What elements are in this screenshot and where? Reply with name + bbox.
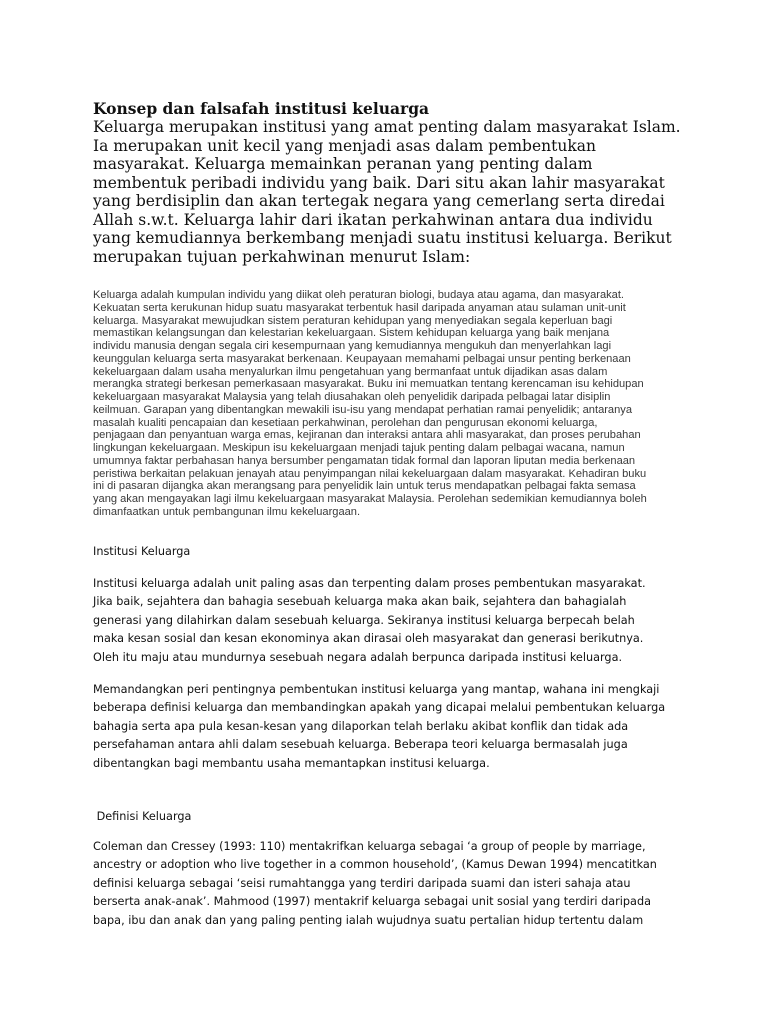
abstract-line: ini di pasaran dijangka akan merangsang para penyelidik lain untuk terus mendapatkan pelbagai fakta semasa: [93, 480, 636, 493]
abstract-line: keilmuan. Garapan yang dibentangkan mewakili isu-isu yang mendapat perhatian ramai penyelidik; antaranya: [93, 403, 632, 416]
paragraph-line: definisi keluarga sebagai ‘seisi rumahtangga yang terdiri daripada suami dan isteri sahaja atau: [93, 876, 631, 890]
abstract-line: umumnya faktar perbahasan hanya bersumber pengamatan tidak formal dan laporan liputan media berkenaan: [93, 454, 636, 467]
paragraph-line: maka kesan sosial dan kesan ekonominya akan dirasai oleh masyarakat dan generasi berikutnya.: [93, 632, 644, 646]
intro-line: Ia merupakan unit kecil yang menjadi asas dalam pembentukan: [93, 136, 596, 155]
abstract-line: keunggulan keluarga serta masyarakat berkenaan. Keupayaan memahami pelbagai unsur penting berkenaan: [93, 352, 631, 365]
section-heading-institusi: [93, 540, 683, 561]
section-heading: Institusi Keluarga: [93, 545, 191, 558]
intro-line: merupakan tujuan perkahwinan menurut Islam:: [93, 247, 471, 266]
section-heading: Definisi Keluarga: [93, 810, 192, 823]
abstract-line: memastikan kelangsungan dan kelestarian kekeluargaan. Sistem kehidupan keluarga yang baik menjana: [93, 327, 610, 340]
intro-line: yang berdisiplin dan akan tertegak negara yang cemerlang serta diredai: [93, 192, 665, 210]
document-title: Konsep dan falsafah institusi keluarga: [93, 99, 430, 118]
paragraph-line: berserta anak-anak’. Mahmood (1997) mentakrif keluarga sebagai unit sosial yang terdiri daripada: [93, 895, 651, 909]
intro-line: masyarakat. Keluarga memainkan peranan yang penting dalam: [93, 155, 593, 173]
abstract-line: peristiwa berkaitan pelakuan jenayah atau penyimpangan nilai kekeluargaan dalam masyarakat. Kehadiran buku: [93, 467, 647, 480]
abstract-line: yang akan mengayakan lagi ilmu kekeluargaan masyarakat Malaysia. Perolehan sedemikian kemudiannya boleh: [93, 493, 647, 505]
abstract-line: kekeluargaan dalam usaha menyalurkan ilmu pengetahuan yang bermanfaat untuk dijadikan asas dalam: [93, 365, 608, 378]
paragraph-line: persefahaman antara ahli dalam sesebuah keluarga. Beberapa teori keluarga bermasalah juga: [93, 738, 628, 752]
abstract-line: individu manusia dengan segala ciri kesempurnaan yang kemudiannya mengukuh dan menyerlahkan lagi: [93, 340, 612, 352]
abstract-line: Keluarga adalah kumpulan individu yang diikat oleh peraturan biologi, budaya atau agama, dan masyarakat.: [93, 289, 625, 301]
intro-line: membentuk peribadi individu yang baik. Dari situ akan lahir masyarakat: [93, 173, 665, 192]
intro-line: Allah s.w.t. Keluarga lahir dari ikatan perkahwinan antara dua individu: [93, 210, 653, 229]
abstract-line: penjagaan dan penyantuan warga emas, kejiranan dan interaksi antara ahli masyarakat, dan proses perubahan: [93, 429, 641, 442]
abstract-line: merangka strategi berkesan pemerkasaan masyarakat. Buku ini memuatkan tentang kerencaman isu kehidupan: [93, 378, 644, 391]
paragraph-line: bahagia serta apa pula kesan-kesan yang dilaporkan telah berlaku akibat konflik dan tidak ada: [93, 719, 629, 733]
intro-paragraph: [93, 118, 693, 266]
abstract-line: lingkungan kekeluargaan. Meskipun isu kekeluargaan menjadi tajuk penting dalam pelbagai wacana, namun: [93, 442, 625, 454]
abstract-line: dimanfaatkan untuk pembangunan ilmu kekeluargaan.: [93, 505, 361, 518]
abstract-line: kekeluargaan masyarakat Malaysia yang telah diusahakan oleh penyelidik daripada pelbagai latar disiplin: [93, 391, 611, 403]
abstract-paragraph: [93, 289, 683, 519]
paragraph-line: Coleman dan Cressey (1993: 110) mentakrifkan keluarga sebagai ‘a group of people by marriage,: [93, 840, 646, 853]
intro-line: yang kemudiannya berkembang menjadi suatu institusi keluarga. Berikut: [93, 229, 672, 247]
paragraph-line: dibentangkan bagi membantu usaha memantapkan institusi keluarga.: [93, 756, 490, 770]
abstract-line: Kekuatan serta kerukunan hidup suatu masyarakat terbentuk hasil daripada anyaman atau sulaman unit-unit: [93, 301, 626, 314]
definisi-paragraph: [93, 838, 683, 930]
abstract-line: keluarga. Masyarakat mewujudkan sistem peraturan kehidupan yang menyediakan segala keperluan bagi: [93, 314, 613, 327]
paragraph-line: Jika baik, sejahtera dan bahagia sesebuah keluarga maka akan baik, sejahtera dan bahagialah: [93, 595, 627, 609]
institusi-paragraph-2: [93, 681, 683, 773]
intro-line: Keluarga merupakan institusi yang amat penting dalam masyarakat Islam.: [93, 118, 681, 136]
paragraph-line: bapa, ibu dan anak dan yang paling penting ialah wujudnya suatu pertalian hidup tertentu dalam: [93, 913, 644, 927]
paragraph-line: Institusi keluarga adalah unit paling asas dan terpenting dalam proses pembentukan masyarakat.: [93, 577, 646, 590]
institusi-paragraph-1: [93, 575, 683, 667]
paragraph-line: beberapa definisi keluarga dan membandingkan apakah yang dicapai melalui pembentukan keluarga: [93, 701, 666, 715]
paragraph-line: generasi yang dilahirkan dalam sesebuah keluarga. Sekiranya institusi keluarga berpecah belah: [93, 613, 635, 627]
paragraph-line: Memandangkan peri pentingnya pembentukan institusi keluarga yang mantap, wahana ini mengkaji: [93, 683, 660, 696]
intro-section: [93, 100, 693, 266]
paragraph-line: Oleh itu maju atau mundurnya sesebuah negara adalah berpunca daripada institusi keluarga.: [93, 650, 623, 664]
abstract-line: masalah kualiti pencapaian dan kesetiaan perkahwinan, perolehan dan pengurusan ekonomi keluarga,: [93, 416, 598, 429]
paragraph-line: ancestry or adoption who live together in a common household’, (Kamus Dewan 1994) mencatitkan: [93, 858, 657, 872]
section-heading-definisi: [93, 805, 683, 826]
